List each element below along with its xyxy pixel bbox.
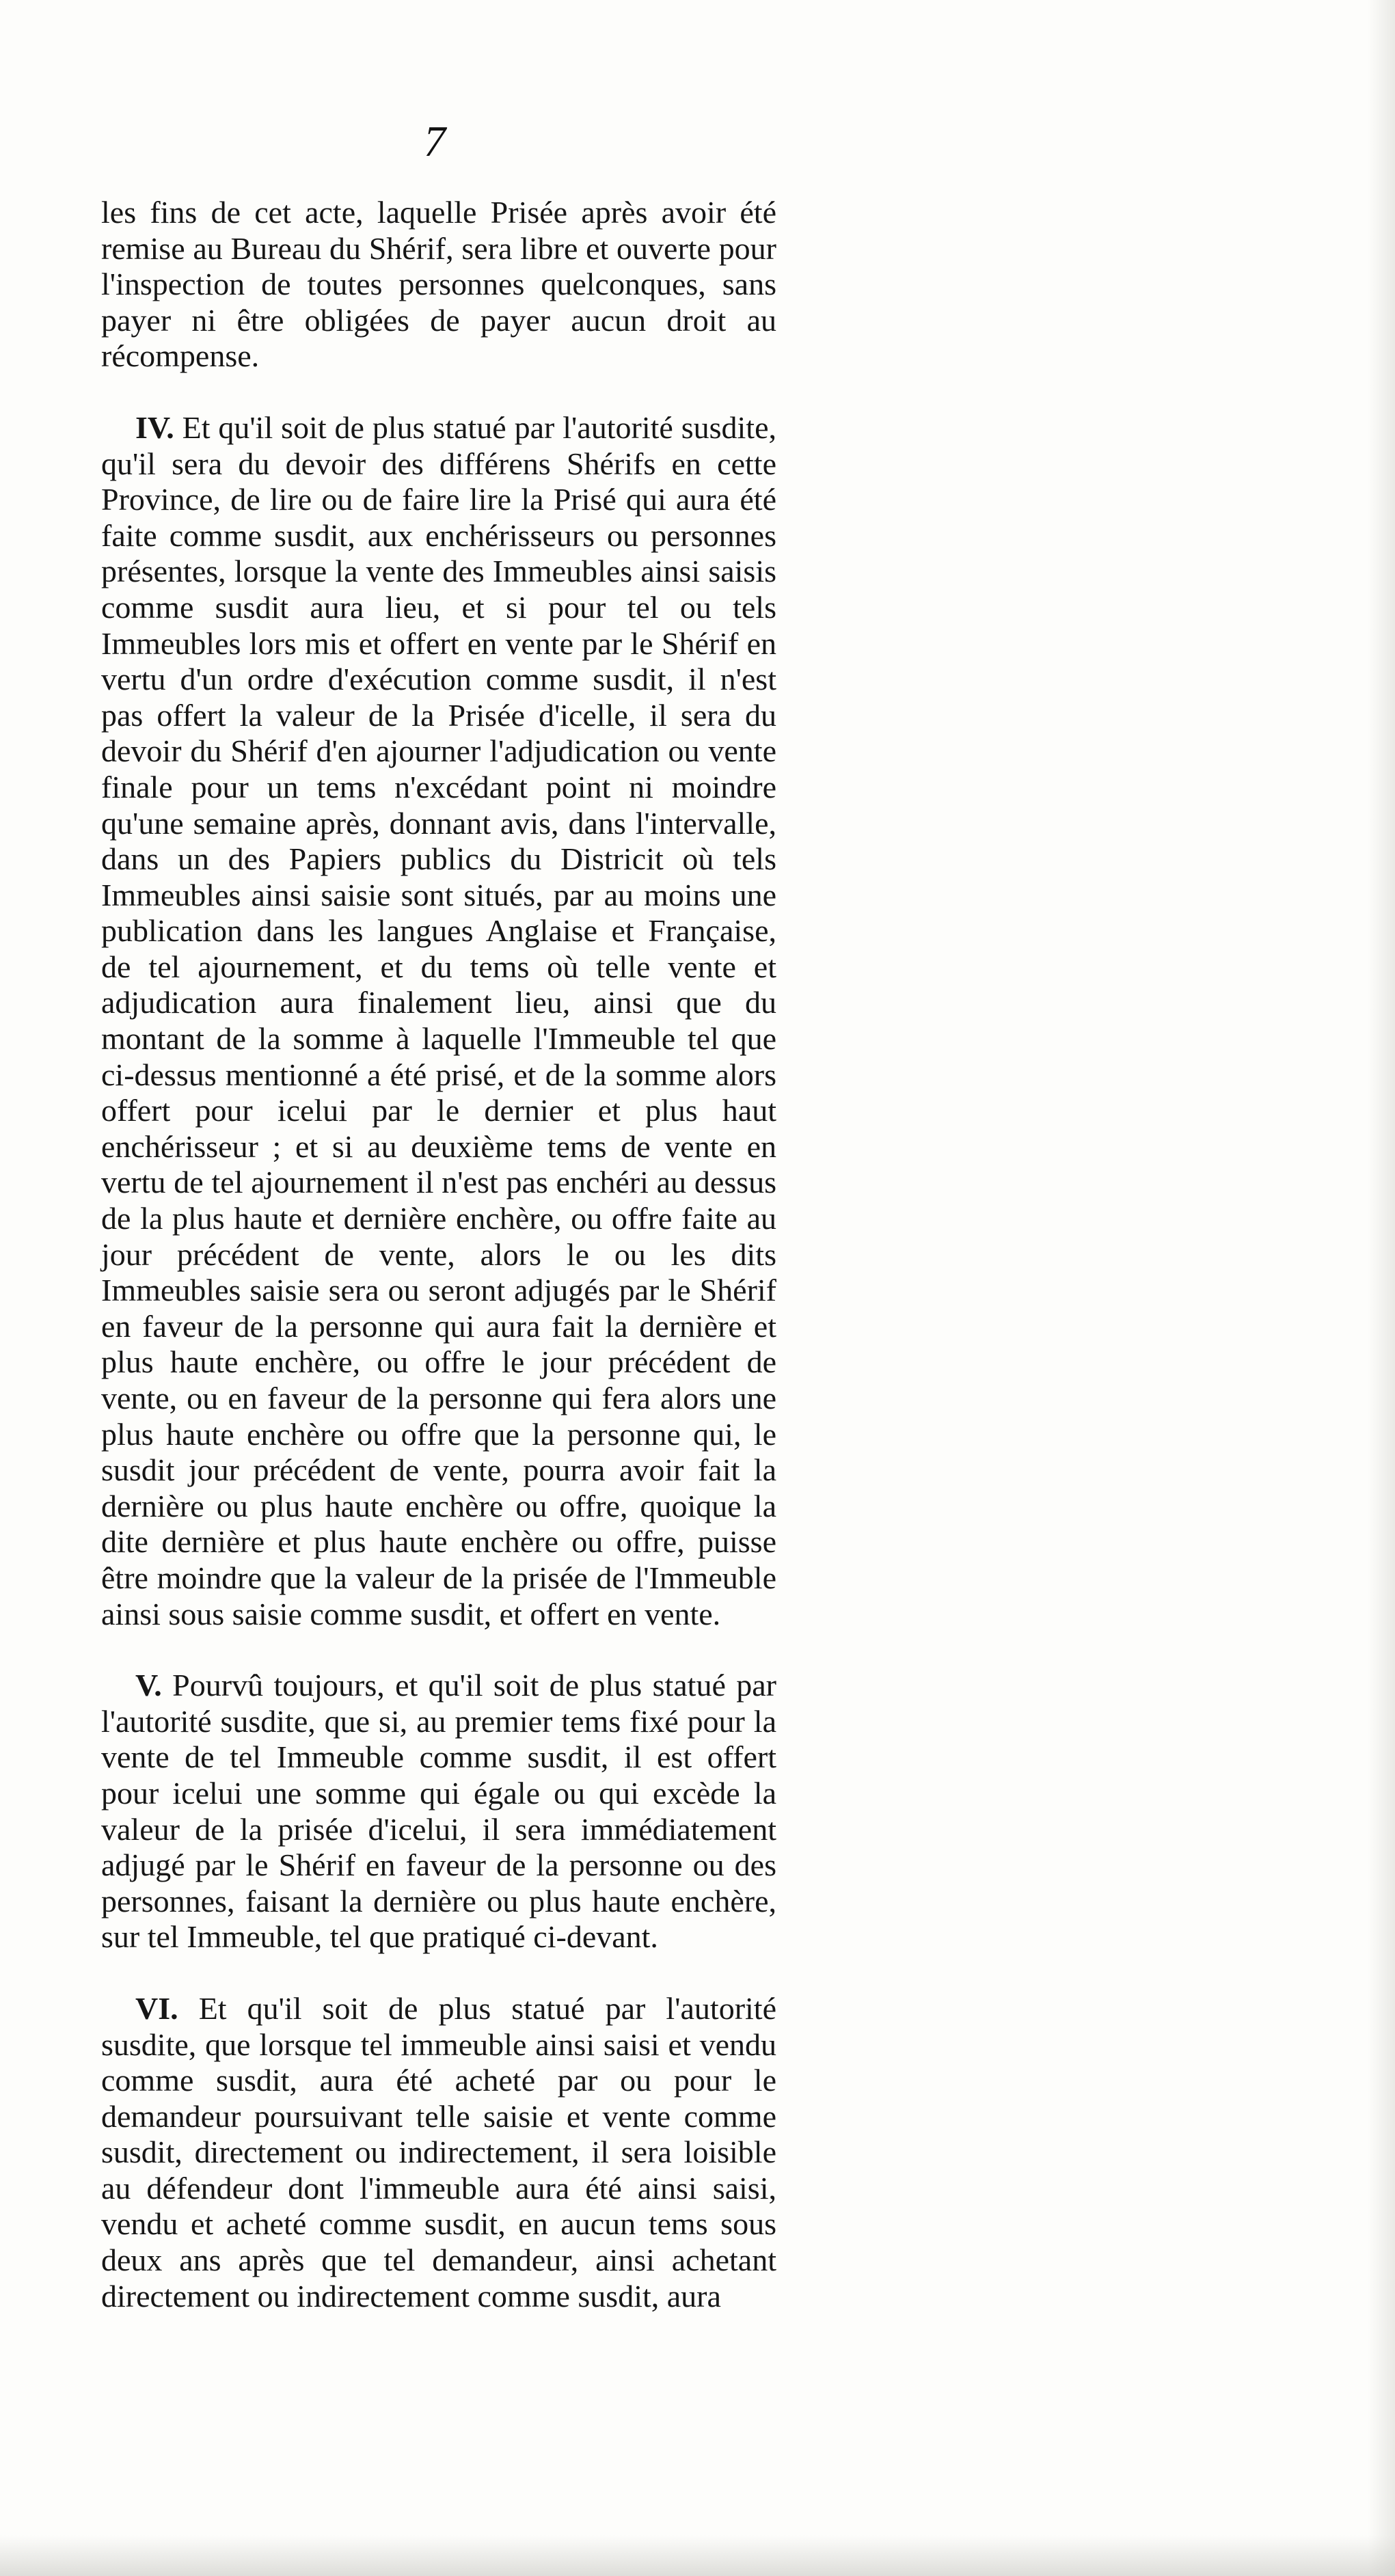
paragraph-text: Et qu'il soit de plus statué par l'autorité susdite, que lorsque tel immeuble ainsi saisi et vendu comme susdit, aura été acheté par ou pour le demandeur poursuivant telle saisie et vente comme susdit, directement ou indirectement, il sera loisible au défendeur dont l'immeuble aura été ainsi saisi, vendu et acheté comme susdit, en aucun tems sous deux ans après que tel demandeur, ainsi achetant directement ou indirectement comme susdit, aura: [101, 1990, 776, 2314]
body-text: [101, 195, 776, 2314]
paragraph-section-vi: [101, 1991, 776, 2314]
page-edge-shadow: [1368, 0, 1395, 2576]
paragraph-text: les fins de cet acte, laquelle Prisée après avoir été remise au Bureau du Shérif, sera libre et ouverte pour l'inspection de toutes personnes quelconques, sans payer ni être obligées de payer aucun droit au récompense.: [101, 195, 776, 374]
page-number: 7: [424, 117, 446, 165]
paragraph-section-v: [101, 1668, 776, 1955]
paragraph-section-iv: [101, 410, 776, 1632]
section-number: VI.: [135, 1990, 178, 2026]
section-number: IV.: [135, 409, 174, 445]
section-number: V.: [135, 1668, 162, 1703]
paragraph-text: Pourvû toujours, et qu'il soit de plus statué par l'autorité susdite, que si, au premier tems fixé pour la vente de tel Immeuble comme susdit, il est offert pour icelui une somme qui égale ou qui excède la valeur de la prisée d'icelui, il sera immédiatement adjugé par le Shérif en faveur de la personne ou des personnes, faisant la dernière ou plus haute enchère, sur tel Immeuble, tel que pratiqué ci-devant.: [101, 1668, 776, 1955]
page-bottom-shadow: [0, 2535, 1395, 2576]
paragraph-continuation: [101, 195, 776, 375]
paragraph-text: Et qu'il soit de plus statué par l'autorité susdite, qu'il sera du devoir des différens Shérifs en cette Province, de lire ou de faire lire la Prisé qui aura été faite comme susdit, aux enchérisseurs ou personnes présentes, lorsque la vente des Immeubles ainsi saisis comme susdit aura lieu, et si pour tel ou tels Immeubles lors mis et offert en vente par le Shérif en vertu d'un ordre d'exécution comme susdit, il n'est pas offert la valeur de la Prisée d'icelle, il sera du devoir du Shérif d'en ajourner l'adjudication ou vente finale pour un tems n'excédant point ni moindre qu'une semaine après, donnant avis, dans l'intervalle, dans un des Papiers publics du Districit où tels Immeubles ainsi saisie sont situés, par au moins une publication dans les langues Anglaise et Française, de tel ajournement, et du tems où telle vente et adjudication aura finalement lieu, ainsi que du montant de la somme à laquelle l'Immeuble tel que ci-dessus mentionné a été prisé, et de la somme alors offert pour icelui par le dernier et plus haut enchérisseur ; et si au deuxième tems de vente en vertu de tel ajournement il n'est pas enchéri au dessus de la plus haute et dernière enchère, ou offre faite au jour précédent de vente, alors le ou les dits Immeubles saisie sera ou seront adjugés par le Shérif en faveur de la personne qui aura fait la dernière et plus haute enchère, ou offre le jour précédent de vente, ou en faveur de la personne qui fera alors une plus haute enchère ou offre que la personne qui, le susdit jour précédent de vente, pourra avoir fait la dernière ou plus haute enchère ou offre, quoique la dite dernière et plus haute enchère ou offre, puisse être moindre que la valeur de la prisée de l'Immeuble ainsi sous saisie comme susdit, et offert en vente.: [101, 409, 776, 1631]
